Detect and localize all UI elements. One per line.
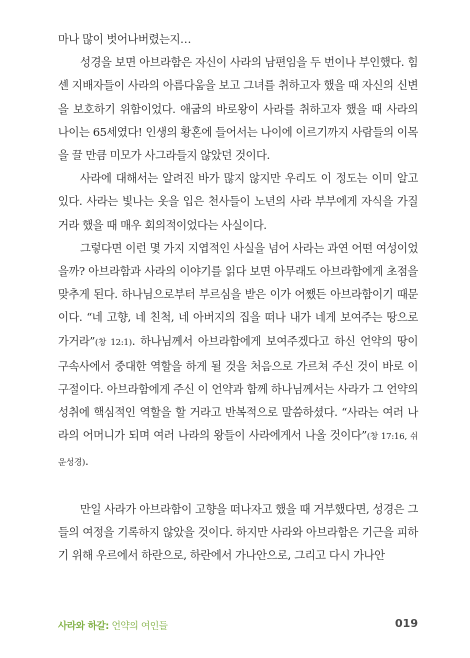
body-text [58,28,418,567]
paragraph-text: 사라에 대해서는 알려진 바가 많지 않지만 우리도 이 정도는 이미 알고 있다. 사라는 빛나는 옷을 입은 천사들이 노년의 사라 부부에게 자식을 가질 거라 했을 때 매우 회의적이었다는 사실이다. [58,172,418,232]
paragraph-text: 성경을 보면 아브라함은 자신이 사라의 남편임을 두 번이나 부인했다. 힘센 지배자들이 사라의 아름다움을 보고 그녀를 취하고자 했을 때 자신의 신변을 보호하기 위함이었다. 애굽의 바로왕이 사라를 취하고자 했을 때 사라의 나이는 65세였다! 인생의 황혼에 들어서는 나이에 이르기까지 사람들의 이목을 끌 만큼 미모가 사그라들지 않았던 것이다. [58,56,418,163]
scripture-reference: (창 17:16, 쉬운성경) [58,432,419,468]
paragraph [58,51,418,167]
paragraph [58,167,418,237]
scripture-reference: (창 12:1) [94,337,132,348]
paragraph-text: . 하나님께서 아브라함에게 보여주겠다고 하신 언약의 땅이 구속사에서 중대한 역할을 하게 될 것을 처음으로 가르쳐 주신 것이 바로 이 구절이다. 아브라함에게 주신 이 언약과 함께 하나님께서는 사라가 그 언약의 성취에 핵심적인 역할을 할 거라고 반복적으로 말씀하셨다. “사라는 여러 나라의 어머니가 되며 여러 나라의 왕들이 사라에게서 나올 것이다” [58,334,418,443]
paragraph [58,237,418,475]
paragraph [58,498,418,568]
running-footer [58,618,168,632]
page-number: 019 [395,617,418,630]
paragraph-text: 마나 많이 벗어나버렸는지… [58,33,191,46]
book-subtitle: 언약의 여인들 [108,621,168,632]
paragraph-text: 만일 사라가 아브라함이 고향을 떠나자고 했을 때 거부했다면, 성경은 그들의 여정을 기록하지 않았을 것이다. 하지만 사라와 아브라함은 기근을 피하기 위해 우르에서 하란으로, 하란에서 가나안으로, 그리고 다시 가나안 [58,502,418,563]
paragraph-text: 그렇다면 이런 몇 가지 지엽적인 사실을 넘어 사라는 과연 어떤 여성이었을까? 아브라함과 사라의 이야기를 읽다 보면 아무래도 아브라함에게 초점을 맞추게 된다. 하나님으로부터 부르심을 받은 이가 어쨌든 아브라함이기 때문이다. “네 고향, 네 친척, 네 아버지의 집을 떠나 내가 네게 보여주는 땅으로 가거라” [58,241,418,348]
paragraph-text: . [85,454,89,468]
paragraph [58,28,418,51]
book-title: 사라와 하갈: [58,621,109,632]
page-footer [58,618,418,634]
